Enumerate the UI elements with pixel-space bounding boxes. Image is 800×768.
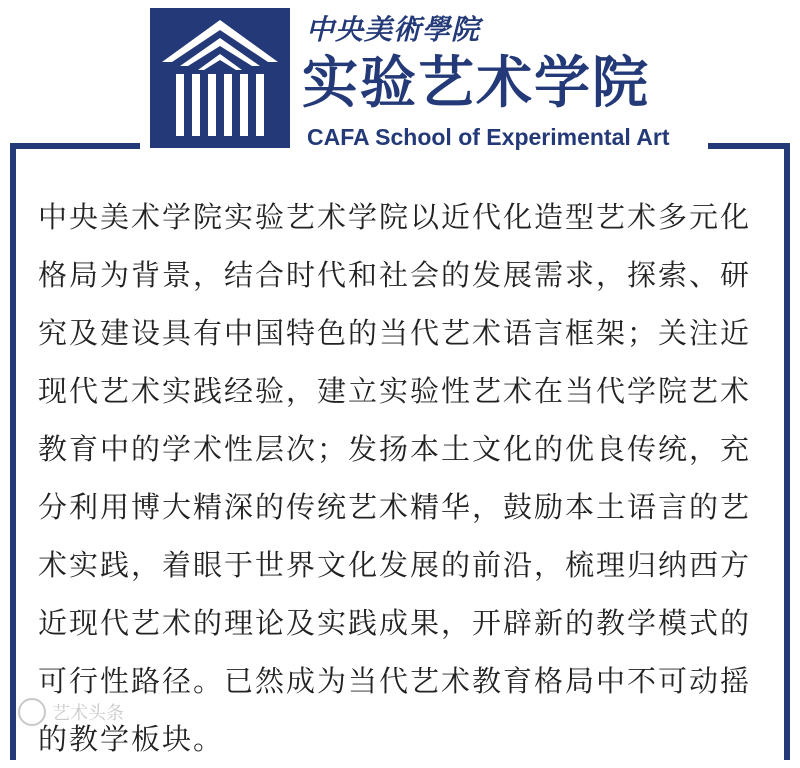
school-name-cn: 实验艺术学院 xyxy=(302,51,650,116)
cafa-logo-icon xyxy=(150,8,290,148)
paragraph-line: 格局为背景，结合时代和社会的发展需求，探索、研 xyxy=(38,258,752,292)
paragraph-line: 可行性路径。已然成为当代艺术教育格局中不可动摇 xyxy=(38,664,752,698)
paragraph-line: 近现代艺术的理论及实践成果，开辟新的教学模式的 xyxy=(38,606,752,640)
paragraph-line: 分利用博大精深的传统艺术精华，鼓励本土语言的艺 xyxy=(38,490,752,524)
paragraph-line: 教育中的学术性层次；发扬本土文化的优良传统，充 xyxy=(38,432,752,466)
school-logo xyxy=(150,8,290,148)
paragraph-line: 现代艺术实践经验，建立实验性艺术在当代学院艺术 xyxy=(38,374,752,408)
calligraphy-title: 中央美術學院 xyxy=(306,13,481,46)
paragraph-line: 的教学板块。 xyxy=(38,722,225,756)
watermark-logo-icon xyxy=(18,698,46,726)
watermark xyxy=(18,698,124,726)
frame-top-right-rule xyxy=(708,143,790,149)
paragraph-line: 究及建设具有中国特色的当代艺术语言框架；关注近 xyxy=(38,316,752,350)
paragraph-line: 中央美术学院实验艺术学院以近代化造型艺术多元化 xyxy=(38,200,752,234)
watermark-text: 艺术头条 xyxy=(52,703,124,724)
frame-top-left-rule xyxy=(10,143,140,149)
school-name-en: CAFA School of Experimental Art xyxy=(307,124,670,150)
paragraph-line: 术实践，着眼于世界文化发展的前沿，梳理归纳西方 xyxy=(38,548,752,582)
description-paragraph xyxy=(38,188,768,768)
